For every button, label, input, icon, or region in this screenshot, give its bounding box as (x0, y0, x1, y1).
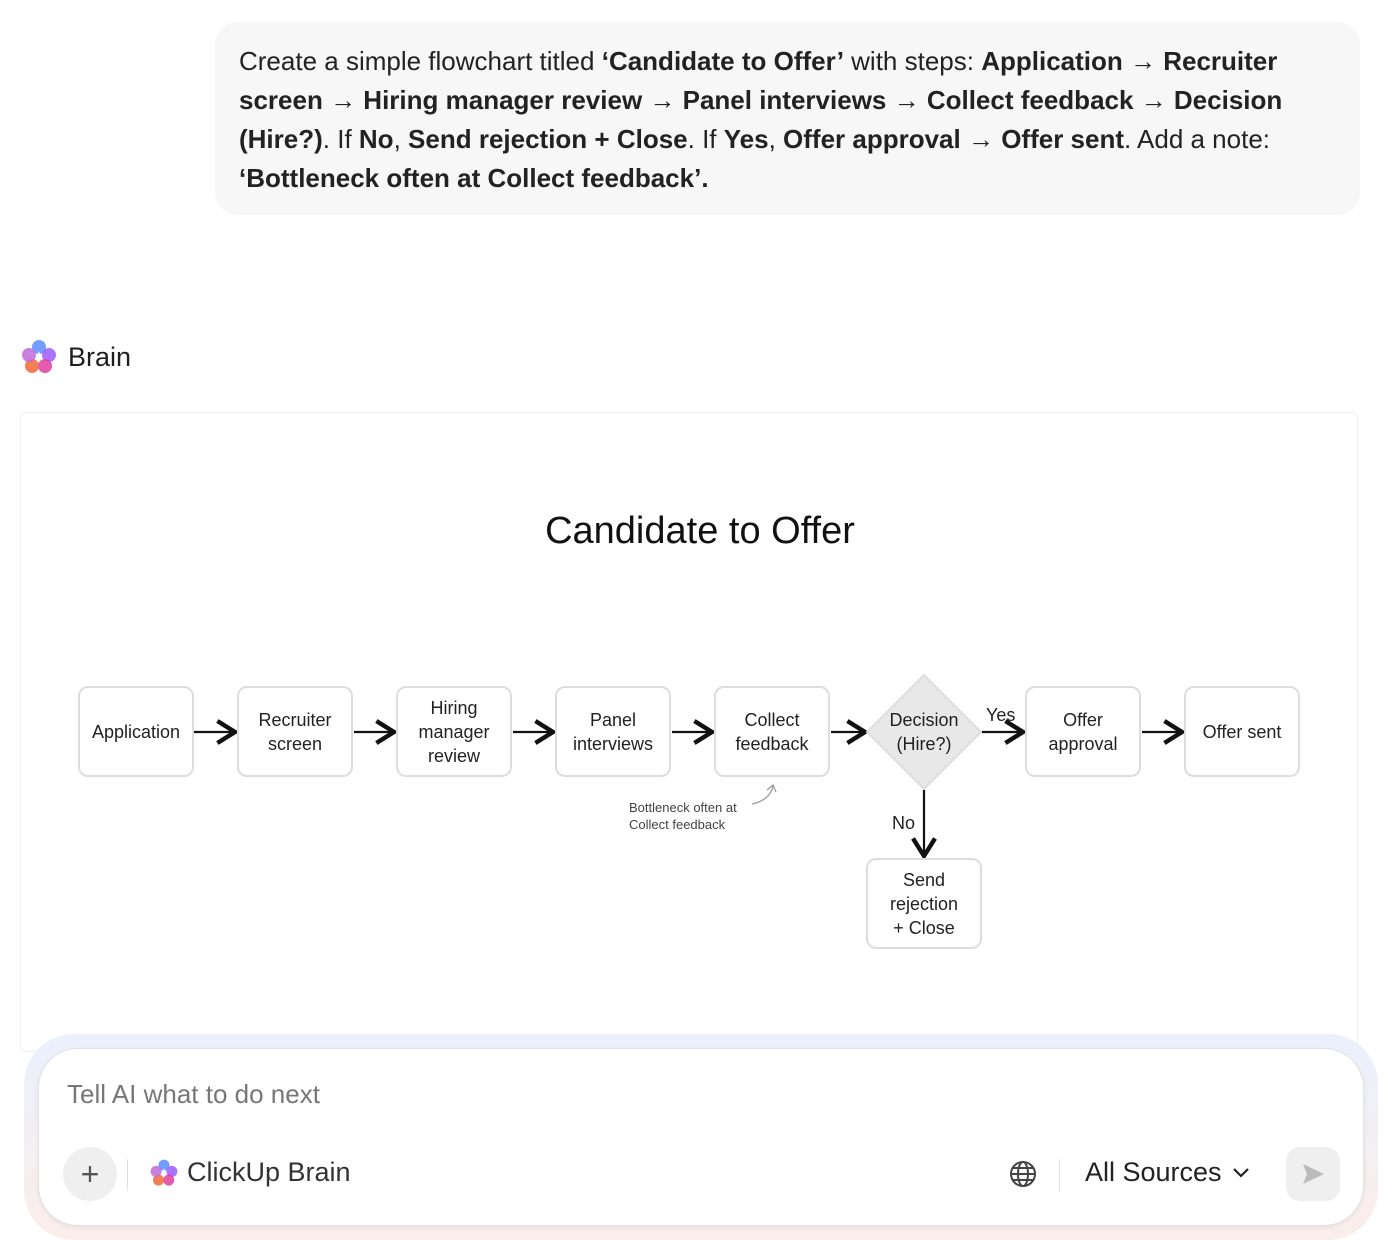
brain-label: ClickUp Brain (187, 1157, 351, 1187)
prompt-input[interactable] (67, 1079, 1267, 1110)
divider (1059, 1159, 1060, 1191)
sources-label: All Sources (1085, 1157, 1222, 1187)
diagram-title: Candidate to Offer (545, 510, 855, 552)
node-hiring-manager-review: Hiring manager review (396, 686, 512, 777)
node-offer-sent: Offer sent (1184, 686, 1300, 777)
node-send-rejection: Send rejection + Close (866, 858, 982, 949)
node-collect-feedback: Collect feedback (714, 686, 830, 777)
bottleneck-note: Bottleneck often at Collect feedback (629, 800, 737, 832)
text-bold: Send rejection + Close (408, 124, 688, 154)
chevron-down-icon (1232, 1167, 1250, 1179)
note-arrow (752, 785, 776, 804)
node-application: Application (78, 686, 194, 777)
text-bold: ‘Bottleneck often at Collect feedback’. (239, 163, 709, 193)
edge-label-yes: Yes (986, 705, 1016, 725)
text: Create a simple flowchart titled (239, 46, 602, 76)
text: with steps: (843, 46, 982, 76)
composer (38, 1048, 1364, 1226)
text-bold: Application → Recruiter screen → Hiring manager review → Panel interviews → Collect feedback → Decision (Hire?) (239, 46, 1283, 154)
brain-logo-icon (149, 1158, 179, 1188)
add-button[interactable] (63, 1147, 117, 1201)
plus-icon: + (80, 1155, 100, 1192)
node-recruiter-screen: Recruiter screen (237, 686, 353, 777)
text-bold: ‘Candidate to Offer’ (601, 46, 844, 76)
brain-selector[interactable] (149, 1157, 351, 1188)
text-bold: No (358, 124, 394, 154)
send-button[interactable] (1286, 1147, 1340, 1201)
node-decision: Decision (Hire?) (889, 709, 959, 754)
text: . Add a note: (1124, 124, 1271, 154)
assistant-name: Brain (68, 341, 132, 372)
text: , (768, 124, 784, 154)
sources-dropdown[interactable] (1085, 1157, 1250, 1188)
send-icon (1300, 1161, 1326, 1187)
globe-icon[interactable] (1009, 1160, 1037, 1188)
text-bold: Offer approval → Offer sent (783, 124, 1124, 154)
node-panel-interviews: Panel interviews (555, 686, 671, 777)
divider (127, 1159, 128, 1191)
text: . If (322, 124, 359, 154)
text: . If (687, 124, 724, 154)
node-offer-approval: Offer approval (1025, 686, 1141, 777)
text: , (393, 124, 409, 154)
text-bold: Yes (723, 124, 769, 154)
edge-label-no: No (892, 813, 916, 833)
